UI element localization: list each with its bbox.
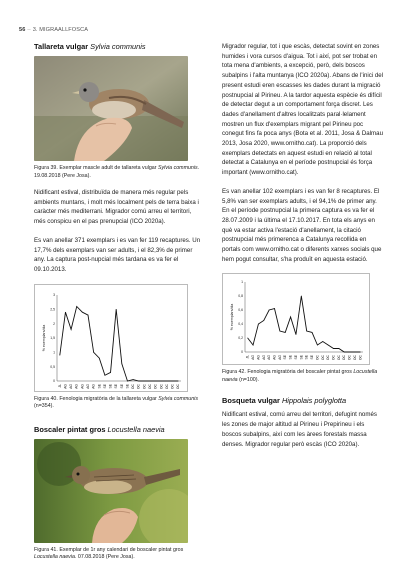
y-tick-label: 3 bbox=[53, 292, 55, 297]
running-header bbox=[19, 27, 88, 33]
data-point bbox=[71, 329, 72, 330]
figure-40-caption: Figura 40. Fenologia migratòria de la tallareta vulgar Sylvia communis (n=354). bbox=[34, 395, 199, 410]
paragraph: Es van anellar 371 exemplars i es van fer 119 recaptures. Un 17,7% dels exemplars van ser adults, i el 82,3% de primer any. La captura post-nupcial més tardana es va fer el 09.10.2013. bbox=[34, 236, 201, 273]
x-tick-label: AG bbox=[86, 383, 90, 389]
x-tick-label: OC bbox=[358, 355, 363, 361]
data-point bbox=[280, 331, 281, 332]
data-point bbox=[296, 335, 297, 336]
x-tick-label: AG bbox=[251, 355, 256, 361]
y-tick-label: 0,5 bbox=[50, 364, 55, 369]
figure-42-caption: Figura 42. Fenologia migratòria del boscaler pintat gros Locustella naevia (n=100). bbox=[222, 369, 378, 383]
y-tick-label: 0 bbox=[53, 378, 55, 383]
data-point bbox=[247, 338, 248, 339]
y-tick-label: 2,5 bbox=[50, 307, 55, 312]
y-axis-label: % exemplars/dia bbox=[42, 324, 46, 351]
data-point bbox=[167, 380, 168, 381]
data-point bbox=[110, 372, 111, 373]
figure-39-caption: Figura 39. Exemplar mascle adult de tallareta vulgar Sylvia communis. 19.08.2018 (Pere Josa). bbox=[34, 165, 200, 179]
data-point bbox=[82, 311, 83, 312]
y-tick-label: 1 bbox=[241, 280, 243, 285]
y-tick-label: 1 bbox=[53, 350, 55, 355]
data-point bbox=[127, 380, 128, 381]
data-point bbox=[355, 352, 356, 353]
data-point bbox=[312, 333, 313, 334]
x-tick-label: JL bbox=[57, 383, 62, 388]
data-point bbox=[155, 380, 156, 381]
y-tick-label: 0,6 bbox=[238, 308, 243, 313]
data-point bbox=[172, 380, 173, 381]
series-line bbox=[248, 296, 361, 352]
data-point bbox=[144, 380, 145, 381]
figure-40-chart bbox=[34, 284, 188, 392]
paragraph: Nidificant estival, distribuïda de manera més regular pels ambients muntans, i molt més localment pels de terra baixa i caràcter més mediterrani. Migrador comú arreu el territori, més conspicu en el pas prenupcial (ICO 2020a). bbox=[34, 189, 199, 226]
x-tick-label: AG bbox=[261, 355, 266, 361]
y-tick-label: 0 bbox=[241, 350, 243, 355]
data-point bbox=[150, 380, 151, 381]
x-tick-label: OC bbox=[136, 383, 141, 389]
y-tick-label: 1,5 bbox=[50, 335, 55, 340]
data-point bbox=[99, 357, 100, 358]
x-tick-label: OC bbox=[159, 383, 164, 389]
x-tick-label: AG bbox=[267, 355, 272, 361]
x-tick-label: OC bbox=[347, 355, 352, 361]
x-tick-label: OC bbox=[176, 383, 181, 389]
data-point bbox=[258, 324, 259, 325]
x-tick-label: OC bbox=[170, 383, 175, 389]
data-point bbox=[328, 345, 329, 346]
x-tick-label: SE bbox=[304, 355, 309, 360]
x-tick-label: OC bbox=[315, 355, 320, 361]
data-point bbox=[333, 349, 334, 350]
x-tick-label: SE bbox=[97, 383, 102, 389]
x-tick-label: SE bbox=[299, 355, 304, 360]
data-point bbox=[93, 352, 94, 353]
x-tick-label: OC bbox=[148, 383, 152, 389]
y-tick-label: 0,8 bbox=[238, 294, 243, 299]
y-tick-label: 0,4 bbox=[238, 322, 243, 327]
x-tick-label: AG bbox=[80, 383, 85, 389]
data-point bbox=[133, 379, 134, 380]
data-point bbox=[274, 309, 275, 310]
x-tick-label: SE bbox=[283, 355, 288, 360]
figure-42-chart bbox=[222, 273, 370, 365]
x-tick-label: OC bbox=[142, 383, 147, 389]
page-number: 56 bbox=[19, 27, 26, 33]
paragraph: Migrador regular, tot i que escàs, detectat sovint en zones humides i vora cursos d'aigua. Tot i així, pot ser trobat en tota mena d'ambients, a excepció, però, dels boscos subalpins i l'alta muntanya (ICO 2020a). Abans de l'inici del present estudi eren escasses les dades durant la migració postnupcial al Pirineu. A la tardor aquesta espècie és difícil de detectar degut a un comportament força discret. Les dades d'anellament d'altres localitzats paral·lelament mostren un flux d'exemplars migrant pel Pirineu poc conegut fins fa poca anys (Bota et al. 2011, Josa & Dalmau 2013, Josa 2020, www.ornitho.cat). La proporció dels exemplars detectats en aquest estudi en relació al total detectat a Catalunya en el període postnupcial és força important (www.ornitho.cat). bbox=[222, 43, 384, 177]
y-tick-label: 2 bbox=[53, 321, 55, 326]
data-point bbox=[360, 352, 361, 353]
figure-41-caption: Figura 41. Exemplar de 1r any calendari de boscaler pintat gros Locustella naevia. 07.08.2018 (Pere Josa). bbox=[34, 546, 184, 561]
x-tick-label: SE bbox=[114, 383, 119, 389]
data-point bbox=[301, 296, 302, 297]
data-point bbox=[59, 354, 60, 355]
x-tick-label: SE bbox=[310, 355, 315, 360]
data-point bbox=[349, 352, 350, 353]
chart-40-svg bbox=[35, 285, 189, 393]
right-column bbox=[222, 42, 385, 458]
x-tick-label: OC bbox=[131, 383, 136, 389]
bosqueta-text bbox=[222, 410, 385, 449]
y-axis-label: % exemplars/dia bbox=[230, 304, 234, 331]
data-point bbox=[339, 349, 340, 350]
x-tick-label: SE bbox=[293, 355, 298, 360]
data-point bbox=[65, 311, 66, 312]
data-point bbox=[88, 314, 89, 315]
boscaler-text bbox=[222, 42, 385, 264]
data-point bbox=[322, 342, 323, 343]
data-point bbox=[121, 363, 122, 364]
x-tick-label: OC bbox=[164, 383, 169, 389]
x-tick-label: OC bbox=[320, 355, 325, 361]
data-point bbox=[317, 345, 318, 346]
species-heading-tallareta: Tallareta vulgar Sylvia communis bbox=[34, 42, 146, 51]
x-tick-label: OC bbox=[352, 355, 357, 361]
paragraph: Nidificant estival, comú arreu del territori, defugint només les zones de major altitud al Pirineu i Prepirineu i els boscos subalpins, així com les àrees forestals massa denses. Migrador regular però escàs (ICO 2020a). bbox=[222, 411, 377, 448]
data-point bbox=[76, 306, 77, 307]
x-tick-label: SE bbox=[119, 383, 124, 389]
data-point bbox=[105, 375, 106, 376]
x-tick-label: OC bbox=[153, 383, 158, 389]
data-point bbox=[285, 333, 286, 334]
x-tick-label: OC bbox=[326, 355, 331, 361]
header-separator: ·· bbox=[27, 27, 32, 33]
data-point bbox=[253, 345, 254, 346]
x-tick-label: JL bbox=[245, 355, 250, 360]
species-heading-boscaler: Boscaler pintat gros Locustella naevia bbox=[34, 424, 165, 434]
x-tick-label: AG bbox=[91, 383, 96, 389]
data-point bbox=[344, 352, 345, 353]
photo-boscaler-pintat-gros bbox=[34, 439, 188, 543]
data-point bbox=[263, 321, 264, 322]
x-tick-label: SE bbox=[108, 383, 113, 389]
data-point bbox=[116, 309, 117, 310]
data-point bbox=[161, 380, 162, 381]
tallareta-text bbox=[34, 188, 204, 275]
x-tick-label: SE bbox=[288, 355, 293, 360]
x-tick-label: AG bbox=[256, 355, 261, 361]
x-tick-label: OC bbox=[331, 355, 336, 361]
x-tick-label: AG bbox=[63, 383, 68, 389]
x-tick-label: SE bbox=[102, 383, 107, 389]
x-tick-label: OC bbox=[342, 355, 347, 361]
photo-tallareta-vulgar bbox=[34, 56, 188, 161]
data-point bbox=[178, 380, 179, 381]
x-tick-label: SE bbox=[125, 383, 130, 389]
x-tick-label: OC bbox=[336, 355, 341, 361]
species-heading-bosqueta: Bosqueta vulgar Hippolais polyglotta bbox=[222, 396, 347, 406]
data-point bbox=[269, 310, 270, 311]
data-point bbox=[306, 331, 307, 332]
chart-42-svg bbox=[223, 274, 371, 366]
y-tick-label: 0,2 bbox=[238, 336, 243, 341]
series-line bbox=[60, 306, 178, 381]
data-point bbox=[138, 380, 139, 381]
x-tick-label: AG bbox=[74, 383, 79, 389]
header-section: 3. MIGRAALLFOSCA bbox=[32, 27, 89, 33]
x-tick-label: AG bbox=[272, 355, 277, 361]
left-column bbox=[34, 42, 204, 562]
x-tick-label: AG bbox=[69, 383, 74, 389]
data-point bbox=[290, 317, 291, 318]
x-tick-label: AG bbox=[277, 355, 282, 361]
paragraph: Es van anellar 102 exemplars i es van fer 8 recaptures. El 5,8% van ser exemplars adults, i el 94,1% de primer any. En el període postnupcial la primera captura es va fer el 28.07.2009 i la última el 17.10.2017. En tota els anys en què va estar activa l'estació d'anellament, la citació postnupcial més primerenca a Catalunya recollida en portals com www.ornitho.cat o diferents xarxes socials que hem pogut consultar, s'ha produït en aquesta estació. bbox=[222, 187, 382, 263]
